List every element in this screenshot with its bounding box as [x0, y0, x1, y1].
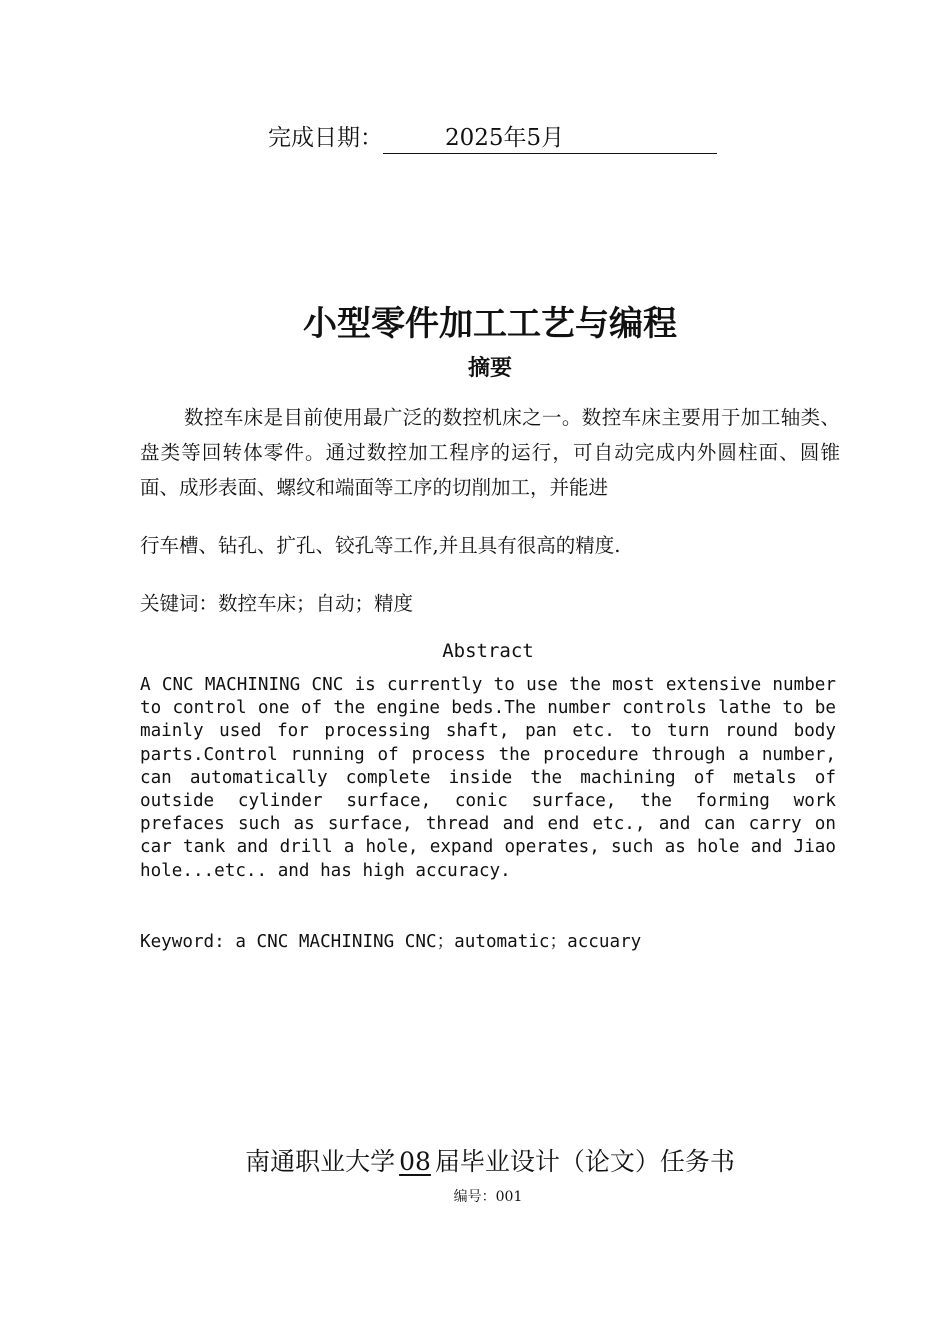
abstract-en-body: A CNC MACHINING CNC is currently to use the most extensive number to control one of the engine beds.The number controls lathe to be mainly used for processing shaft, pan etc. to turn round body parts.Control running of process the procedure through a number, can automatically complete inside the machining of metals of outside cylinder surface, conic surface, the forming work prefaces such as surface, thread and end etc., and can carry on car tank and drill a hole, expand operates, such as hole and Jiao hole...etc.. and has high accuracy.: [140, 675, 836, 881]
graduation-year: 08: [399, 1147, 431, 1176]
completion-date-label: 完成日期：: [268, 125, 383, 151]
keywords-cn: 关键词：数控车床；自动；精度: [140, 592, 414, 615]
abstract-cn-body-last-line: 行车槽、钻孔、扩孔、铰孔等工作,并且具有很高的精度.: [140, 534, 621, 557]
abstract-cn-body: 数控车床是目前使用最广泛的数控机床之一。数控车床主要用于加工轴类、盘类等回转体零件。通过数控加工程序的运行，可自动完成内外圆柱面、圆锥面、成形表面、螺纹和端面等工序的切削加工，并能进: [140, 406, 840, 499]
task-book-title: [0, 1143, 950, 1181]
abstract-cn-heading: 摘要: [467, 356, 512, 381]
completion-date-value: 2025年5月: [383, 123, 717, 154]
school-name: 南通职业大学: [245, 1147, 396, 1176]
completion-date-row: [268, 122, 717, 154]
thesis-title: 小型零件加工工艺与编程: [303, 304, 677, 344]
abstract-en-heading: Abstract: [442, 640, 534, 662]
document-type: 届毕业设计（论文）任务书: [434, 1147, 735, 1176]
keywords-en: Keyword: a CNC MACHINING CNC；automatic；accuary: [140, 932, 642, 952]
document-number: 编号：001: [453, 1189, 523, 1205]
